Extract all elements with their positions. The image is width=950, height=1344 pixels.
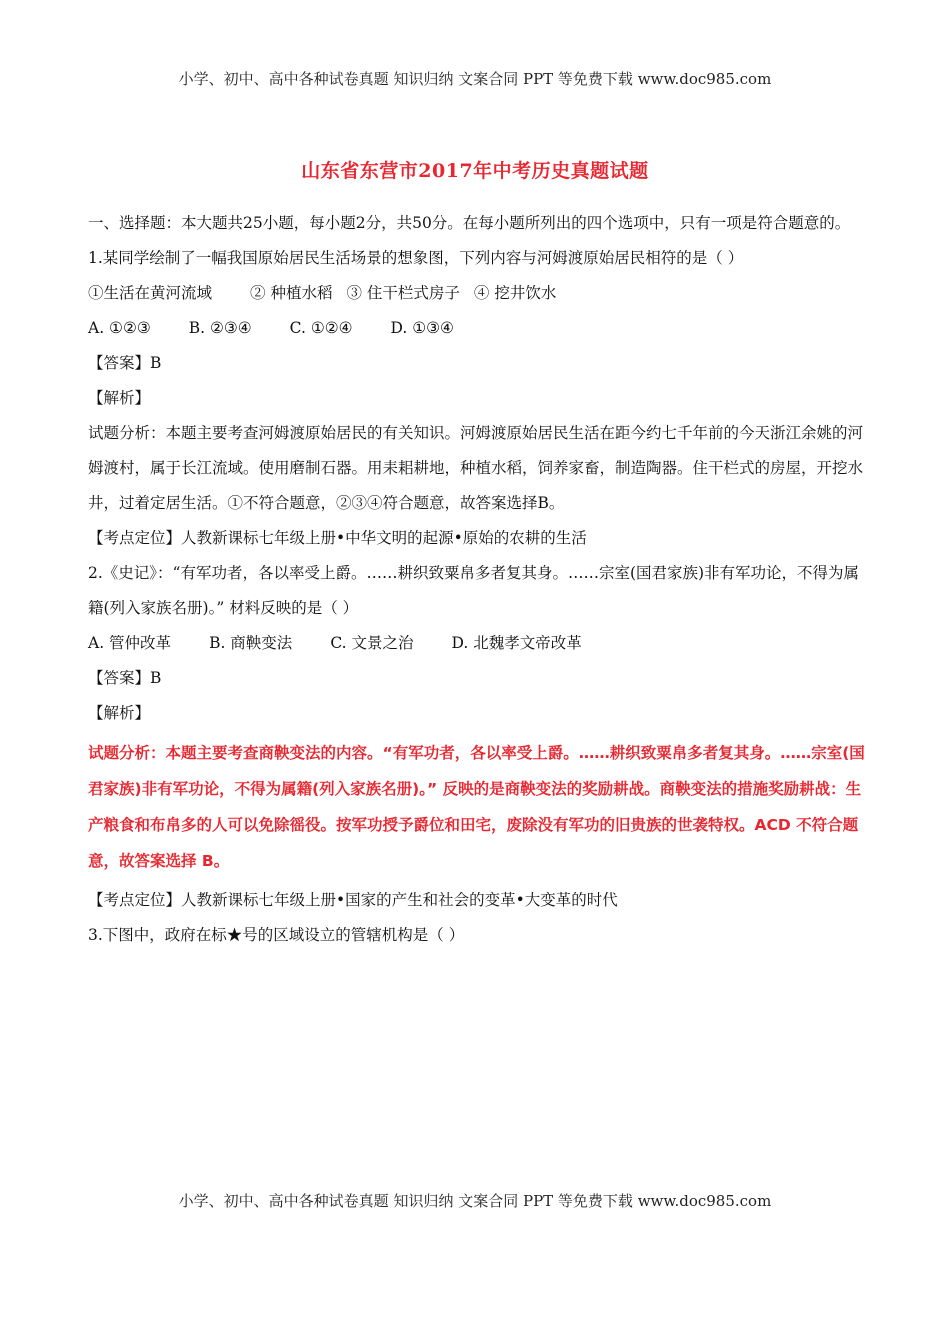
q1-items	[88, 276, 868, 311]
q1-option-d: D. ①③④	[390, 319, 454, 337]
q1-analysis: 试题分析：本题主要考查河姆渡原始居民的有关知识。河姆渡原始居民生活在距今约七千年前的今天浙江余姚的河姆渡村，属于长江流域。使用磨制石器。用耒耜耕地，种植水稻，饲养家畜，制造陶器。住干栏式的房屋，开挖水井，过着定居生活。①不符合题意，②③④符合题意，故答案选择B。	[88, 424, 864, 512]
q1-options	[88, 311, 868, 346]
q1-item-3: ③ 住干栏式房子	[346, 284, 460, 302]
document-title: 山东省东营市2017年中考历史真题试题	[301, 160, 649, 182]
q2-stem: 2.《史记》：“有军功者，各以率受上爵。……耕织致粟帛多者复其身。……宗室(国君家族)非有军功论，不得为属籍(列入家族名册)。” 材料反映的是（ ）	[88, 564, 860, 617]
page-footer: 小学、初中、高中各种试卷真题 知识归纳 文案合同 PPT 等免费下载 www.doc985.com	[178, 1192, 772, 1210]
q2-analysis: 试题分析：本题主要考查商鞅变法的内容。“有军功者，各以率受上爵。……耕织致粟帛多者复其身。……宗室(国君家族)非有军功论，不得为属籍(列入家族名册)。” 反映的是商鞅变法的奖励耕战。商鞅变法的措施奖励耕战：生产粮食和布帛多的人可以免除徭役。按军功授予爵位和田宅，废除没有军功的旧贵族的世袭特权。ACD 不符合题意，故答案选择 B。	[88, 744, 865, 870]
q1-option-a: A. ①②③	[88, 319, 151, 337]
q1-option-c: C. ①②④	[289, 319, 353, 337]
q2-options	[88, 626, 868, 661]
q1-option-b: B. ②③④	[188, 319, 252, 337]
q1-answer: 【答案】B	[88, 354, 162, 372]
q2-kaodian: 【考点定位】人教新课标七年级上册•国家的产生和社会的变革•大变革的时代	[88, 891, 618, 909]
section-intro: 一、选择题：本大题共25小题，每小题2分，共50分。在每小题所列出的四个选项中，只有一项是符合题意的。	[88, 214, 851, 232]
q1-stem: 1.某同学绘制了一幅我国原始居民生活场景的想象图，下列内容与河姆渡原始居民相符的是（ ）	[88, 249, 744, 267]
page-header: 小学、初中、高中各种试卷真题 知识归纳 文案合同 PPT 等免费下载 www.doc985.com	[178, 70, 772, 88]
q1-item-1: ①生活在黄河流域	[88, 284, 213, 302]
q2-answer: 【答案】B	[88, 669, 162, 687]
q2-analysis-label: 【解析】	[88, 704, 151, 722]
q3-stem: 3.下图中，政府在标★号的区域设立的管辖机构是（ ）	[88, 926, 465, 944]
q1-analysis-label: 【解析】	[88, 389, 151, 407]
q1-item-4: ④ 挖井饮水	[473, 284, 557, 302]
q1-kaodian: 【考点定位】人教新课标七年级上册•中华文明的起源•原始的农耕的生活	[88, 529, 587, 547]
q1-item-2: ② 种植水稻	[250, 284, 333, 302]
q2-option-a: A. 管仲改革	[88, 634, 172, 652]
q2-option-d: D. 北魏孝文帝改革	[451, 634, 582, 652]
document-body	[88, 206, 868, 953]
q2-option-b: B. 商鞅变法	[209, 634, 293, 652]
q2-option-c: C. 文景之治	[330, 634, 414, 652]
